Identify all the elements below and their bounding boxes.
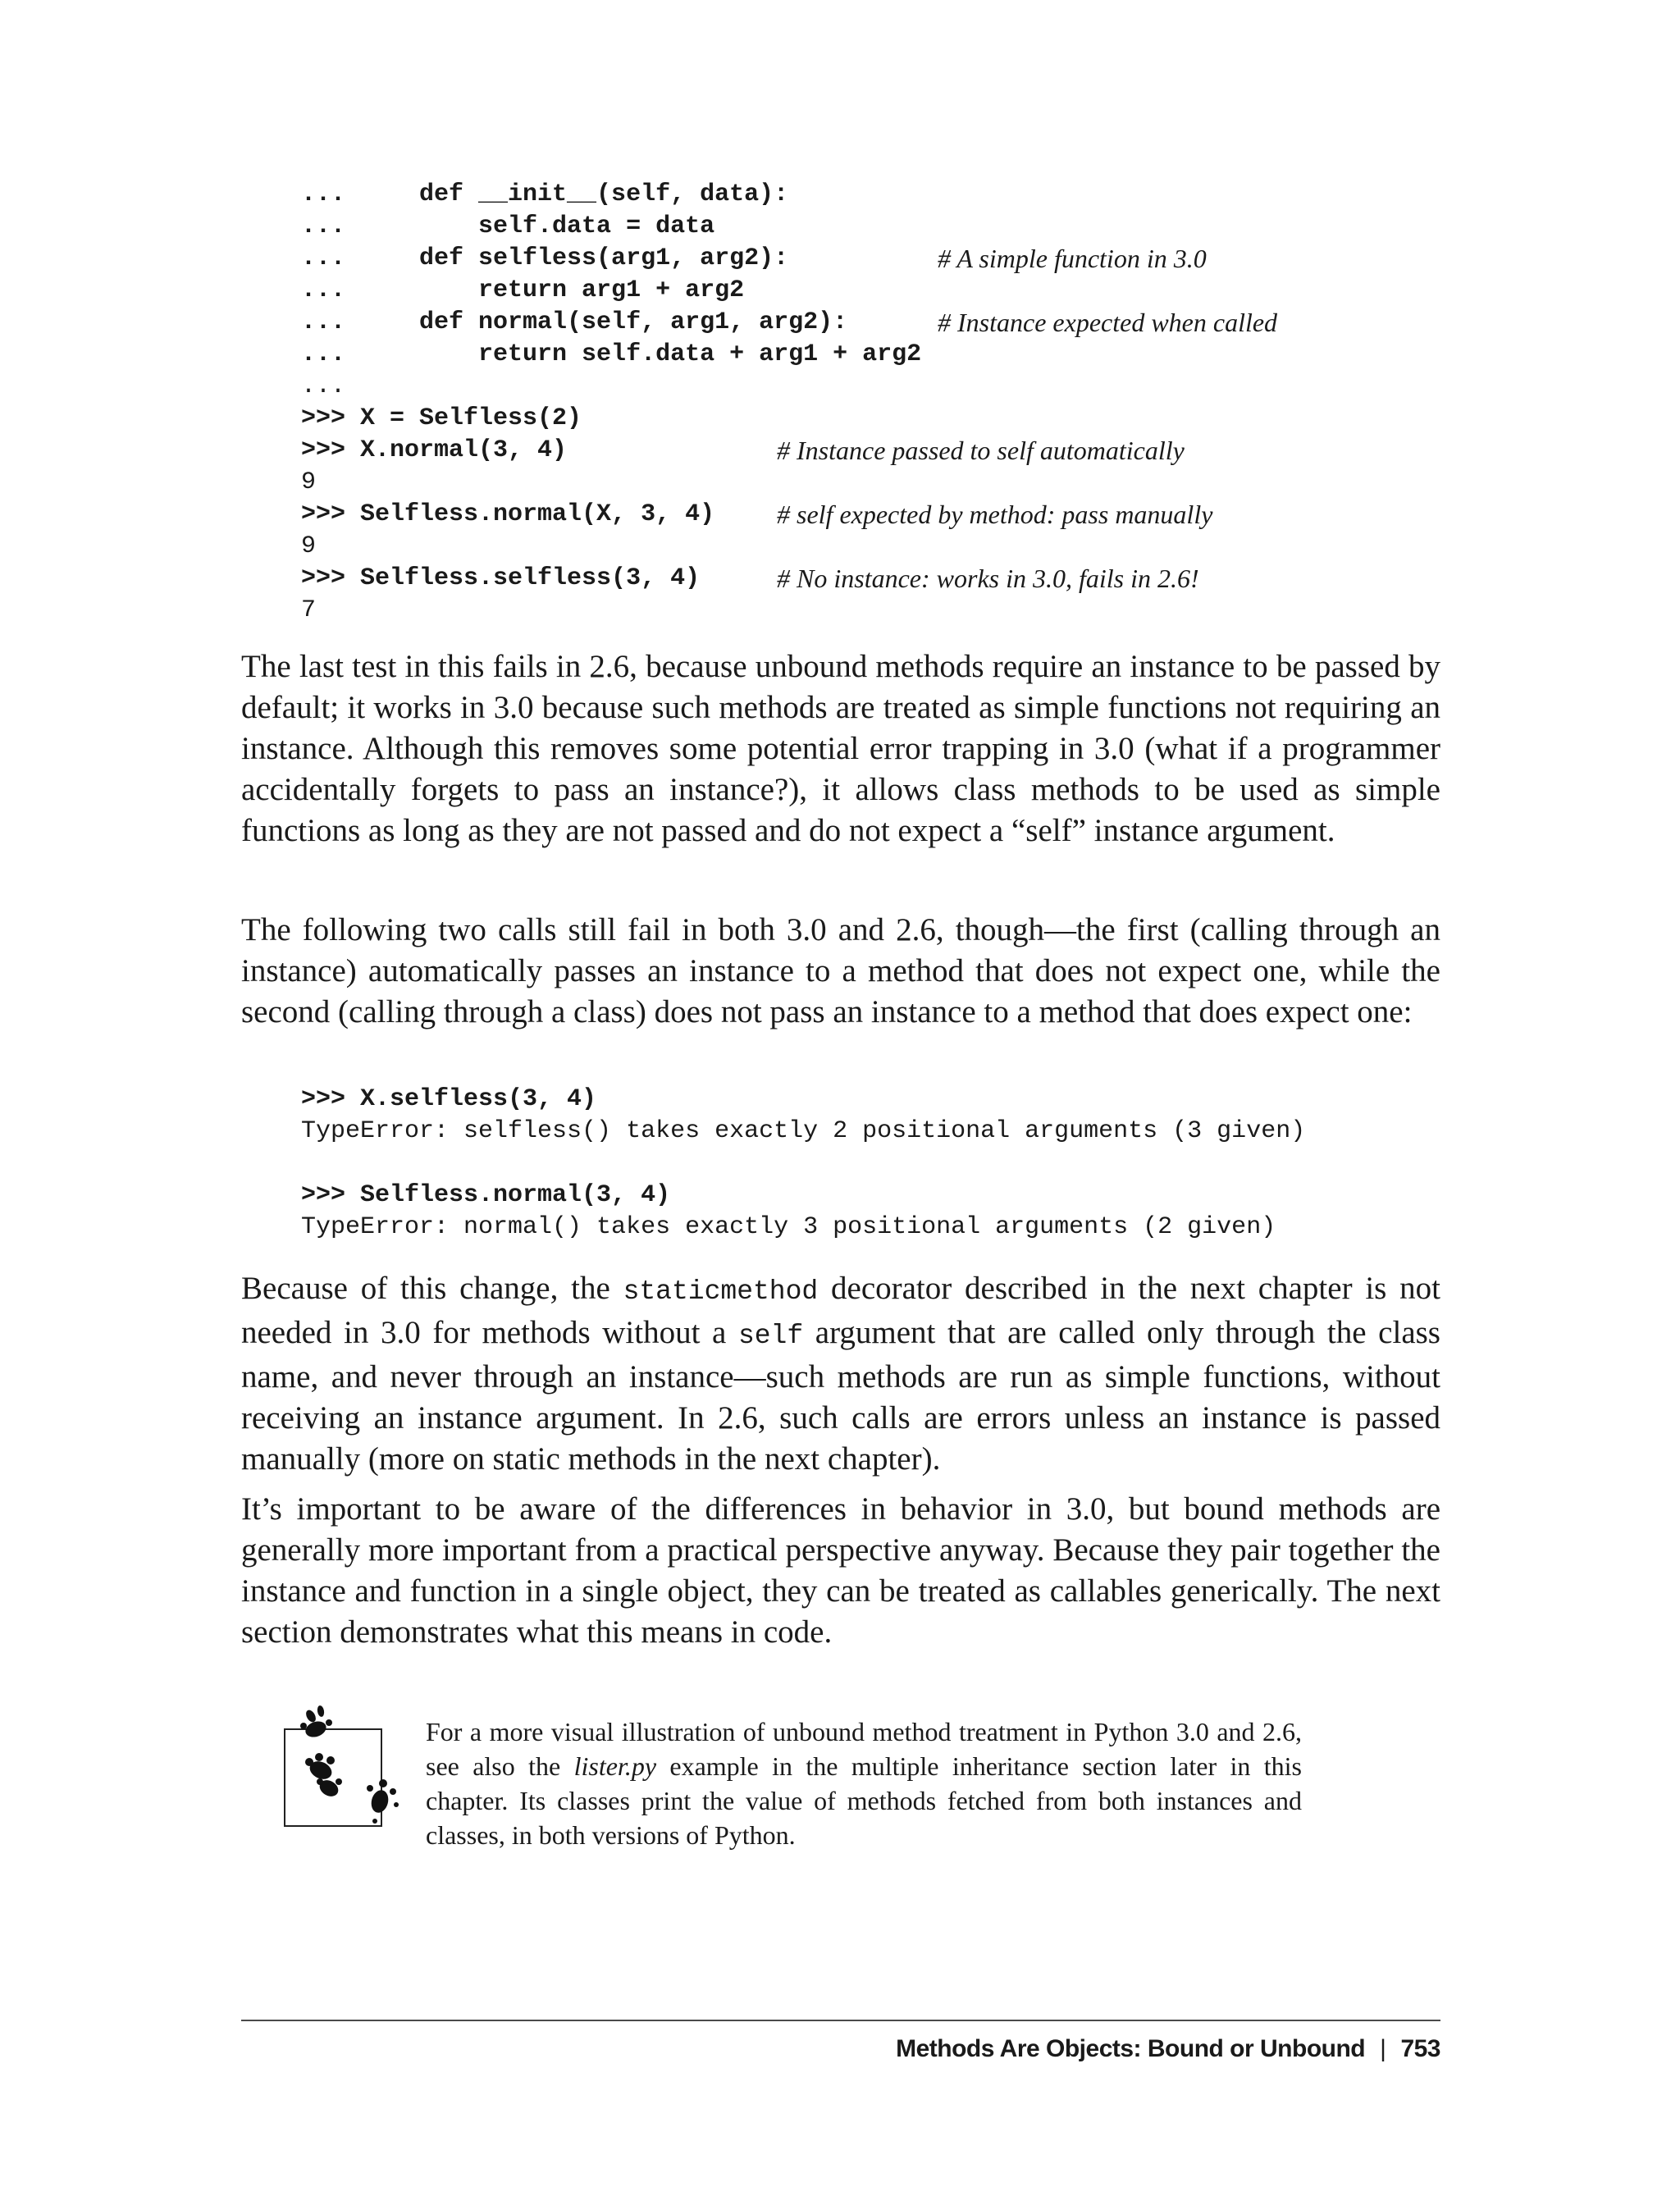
code-line	[301, 275, 921, 307]
paragraph-text: argument that are called only through the class name, and never through an instance—such methods are run as simple functions, without receiving an instance argument. In 2.6, such calls are errors unless an instance is passed manually (more on static methods in the next chapter).	[241, 1315, 1440, 1477]
code-text: ... def normal(self, arg1, arg2):	[301, 308, 848, 336]
paragraph-bound-methods-important: It’s important to be aware of the differences in behavior in 3.0, but bound methods are generally more important from a practical perspective anyway. Because they pair together the instance and function in a single object, they can be treated as callables generically. The next section demonstrates what this means in code.	[241, 1491, 1440, 1650]
code-text: 7	[301, 596, 317, 624]
paragraph-unbound-fails-2-6: The last test in this fails in 2.6, because unbound methods require an instance to be passed by default; it works in 3.0 because such methods are treated as simple functions not requiring an instance. Although this removes some potential error trapping in 3.0 (what if a programmer accidentally forgets to pass an instance?), it allows class methods to be used as simple functions as long as they are not passed and do not expect a “self” instance argument.	[241, 649, 1440, 848]
code-line	[301, 595, 921, 627]
code-text: >>> X.selfless(3, 4)	[301, 1085, 597, 1113]
code-text: >>> Selfless.selfless(3, 4)	[301, 564, 701, 592]
code-text: TypeError: normal() takes exactly 3 positional arguments (2 given)	[301, 1213, 1276, 1241]
code-text: ...	[301, 372, 346, 400]
footer-rule	[241, 2020, 1440, 2021]
code-text: >>> X = Selfless(2)	[301, 404, 582, 432]
footer-separator: |	[1380, 2035, 1386, 2062]
code-text: >>> Selfless.normal(X, 3, 4)	[301, 500, 715, 528]
code-text: >>> X.normal(3, 4)	[301, 436, 568, 464]
paragraph-text: decorator described in the next chapter is not needed in 3.0 for methods without a	[241, 1271, 1440, 1350]
code-line	[301, 179, 921, 211]
code-line	[301, 339, 921, 371]
code-comment: # Instance expected when called	[938, 308, 1278, 337]
code-comment: # Instance passed to self automatically	[777, 436, 1185, 465]
code-line	[301, 307, 1278, 339]
code-line	[301, 435, 1185, 467]
code-comment: # A simple function in 3.0	[938, 244, 1207, 273]
code-text: ... return self.data + arg1 + arg2	[301, 340, 922, 368]
code-line	[301, 211, 921, 243]
paragraph-text: Because of this change, the	[241, 1271, 623, 1306]
note-footprints-icon	[283, 1696, 414, 1828]
code-line	[301, 531, 921, 563]
code-text: >>> Selfless.normal(3, 4)	[301, 1181, 671, 1209]
page-number: 753	[1400, 2035, 1440, 2062]
code-line	[301, 563, 1199, 595]
code-line	[301, 467, 921, 499]
paragraph-staticmethod-change	[241, 1268, 1440, 1480]
code-text: ... def __init__(self, data):	[301, 180, 789, 208]
code-line	[301, 1148, 1305, 1180]
code-text: ... self.data = data	[301, 212, 715, 240]
code-line	[301, 1212, 1305, 1244]
note-text	[426, 1714, 1302, 1852]
code-text: 9	[301, 532, 317, 560]
inline-code-staticmethod: staticmethod	[623, 1276, 819, 1307]
code-line	[301, 371, 921, 403]
note-filename: lister.py	[573, 1751, 657, 1781]
code-line	[301, 1116, 1305, 1148]
code-line	[301, 1084, 1305, 1116]
paragraph-calls-still-fail: The following two calls still fail in both 3.0 and 2.6, though—the first (calling through an instance) automatically passes an instance to a method that does not expect one, while the second (calling through a class) does not pass an instance to a method that does expect one:	[241, 912, 1440, 1029]
code-line	[301, 499, 1213, 531]
code-text: TypeError: selfless() takes exactly 2 positional arguments (3 given)	[301, 1117, 1306, 1145]
code-line	[301, 1180, 1305, 1212]
footer-section-title: Methods Are Objects: Bound or Unbound	[896, 2035, 1366, 2062]
code-block-selfless-class	[301, 179, 1278, 627]
note-text-part: For a more visual illustration of unbound method treatment in Python 3.0 and 2.6, see also the	[426, 1717, 1302, 1781]
page-footer	[896, 2033, 1440, 2066]
code-text: ... def selfless(arg1, arg2):	[301, 244, 789, 272]
code-line	[301, 243, 1207, 275]
code-block-type-errors	[301, 1084, 1305, 1244]
inline-code-self: self	[737, 1321, 804, 1351]
code-line	[301, 403, 921, 435]
code-text: 9	[301, 468, 317, 496]
note-text-part: example in the multiple inheritance section later in this chapter. Its classes print the value of methods fetched from both instances and classes, in both versions of Python.	[426, 1751, 1303, 1850]
code-comment: # self expected by method: pass manually	[777, 500, 1213, 529]
code-comment: # No instance: works in 3.0, fails in 2.6!	[777, 564, 1199, 593]
code-text: ... return arg1 + arg2	[301, 276, 745, 304]
